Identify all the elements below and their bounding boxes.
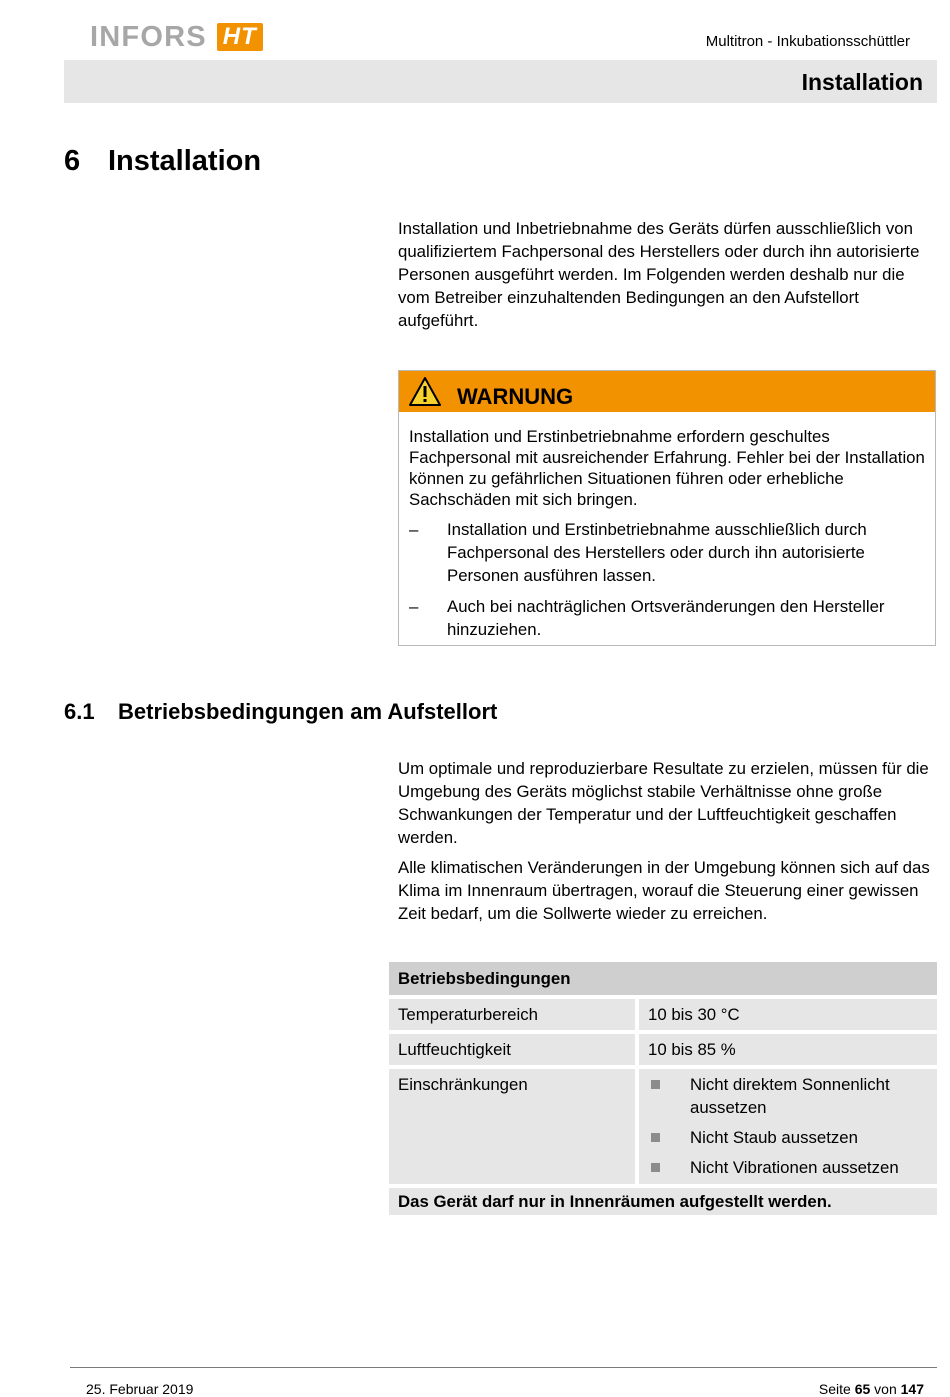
- chapter-intro: Installation und Inbetriebnahme des Geräts dürfen ausschließlich von qualifiziertem Fachpersonal des Herstellers oder durch ihn autorisierte Personen ausgeführt werden. Im Folgenden werden deshalb nur die vom Betreiber einzuhaltenden Bedingungen an den Aufstellort aufgeführt.: [398, 219, 920, 330]
- warning-body: [399, 412, 935, 641]
- warning-item: [409, 518, 925, 587]
- header-band: [64, 60, 937, 103]
- table-row: [389, 999, 937, 1030]
- document-title: Multitron - Inkubationsschüttler: [705, 33, 910, 50]
- header-band-title: Installation: [801, 69, 923, 95]
- warning-title: WARNUNG: [457, 383, 574, 409]
- operating-conditions-table: [389, 962, 937, 1215]
- footer-date: 25. Februar 2019: [86, 1381, 194, 1397]
- warning-triangle-icon: [409, 376, 441, 408]
- table-cell-label: Temperaturbereich: [389, 999, 635, 1030]
- page-prefix: Seite: [818, 1381, 851, 1397]
- section-number: 6.1: [64, 699, 95, 724]
- section-paragraph: Um optimale und reproduzierbare Resultate zu erzielen, müssen für die Umgebung des Geräts möglichst stabile Verhältnisse ohne große Schwankungen der Temperatur und der Luftfeuchtigkeit geschaffen werden.: [398, 759, 929, 847]
- square-bullet-icon: [651, 1080, 660, 1089]
- page-current: 65: [854, 1381, 871, 1397]
- page-number: [819, 1381, 924, 1397]
- logo-word: INFORS: [90, 20, 207, 53]
- table-header: Betriebsbedingungen: [389, 962, 937, 995]
- warning-box: [398, 370, 936, 646]
- section-paragraph: Alle klimatischen Veränderungen in der Umgebung können sich auf das Klima im Innenraum übertragen, worauf die Steuerung einer gewissen Zeit bedarf, um die Sollwerte wieder zu erreichen.: [398, 858, 930, 923]
- page-total: 147: [900, 1381, 924, 1397]
- restriction-list: [648, 1073, 928, 1179]
- chapter-heading: [64, 145, 261, 178]
- warning-item-text: Auch bei nachträglichen Ortsveränderungen den Hersteller hinzuziehen.: [447, 597, 885, 639]
- table-cell-value: 10 bis 85 %: [639, 1034, 937, 1065]
- table-row: [389, 1069, 937, 1184]
- warning-dash: –: [409, 597, 419, 616]
- list-item: [648, 1073, 928, 1119]
- list-item-text: Nicht Staub aussetzen: [690, 1128, 858, 1147]
- warning-dash: –: [409, 520, 419, 539]
- section-title: Betriebsbedingungen am Aufstellort: [118, 699, 498, 724]
- chapter-title: Installation: [108, 145, 262, 177]
- table-cell-label: Luftfeuchtigkeit: [389, 1034, 635, 1065]
- list-item-text: Nicht Vibrationen aussetzen: [690, 1158, 899, 1177]
- table-cell-value: 10 bis 30 °C: [639, 999, 937, 1030]
- warning-header: [399, 371, 935, 412]
- warning-text: Installation und Erstinbetriebnahme erfordern geschultes Fachpersonal mit ausreichender Erfahrung. Fehler bei der Installation können zu gefährlichen Situationen führen oder erhebliche Sachschäden mit sich bringen.: [409, 427, 925, 509]
- list-item: [648, 1126, 928, 1149]
- chapter-number: 6: [64, 145, 81, 177]
- table-footer: Das Gerät darf nur in Innenräumen aufgestellt werden.: [389, 1188, 937, 1215]
- table-cell-restrictions: [639, 1069, 937, 1184]
- footer-divider: [70, 1367, 937, 1368]
- table-cell-label: Einschränkungen: [389, 1069, 635, 1184]
- list-item-text: Nicht direktem Sonnenlicht aussetzen: [690, 1075, 890, 1117]
- infors-logo: [90, 20, 263, 54]
- table-row: [389, 1034, 937, 1065]
- square-bullet-icon: [651, 1133, 660, 1142]
- logo-mark: HT: [217, 23, 263, 51]
- page-separator: von: [874, 1381, 897, 1397]
- square-bullet-icon: [651, 1163, 660, 1172]
- warning-item-text: Installation und Erstinbetriebnahme ausschließlich durch Fachpersonal des Herstellers oder durch ihn autorisierte Personen ausführen lassen.: [447, 520, 867, 585]
- section-heading: [64, 699, 497, 725]
- warning-item: [409, 595, 925, 641]
- list-item: [648, 1156, 928, 1179]
